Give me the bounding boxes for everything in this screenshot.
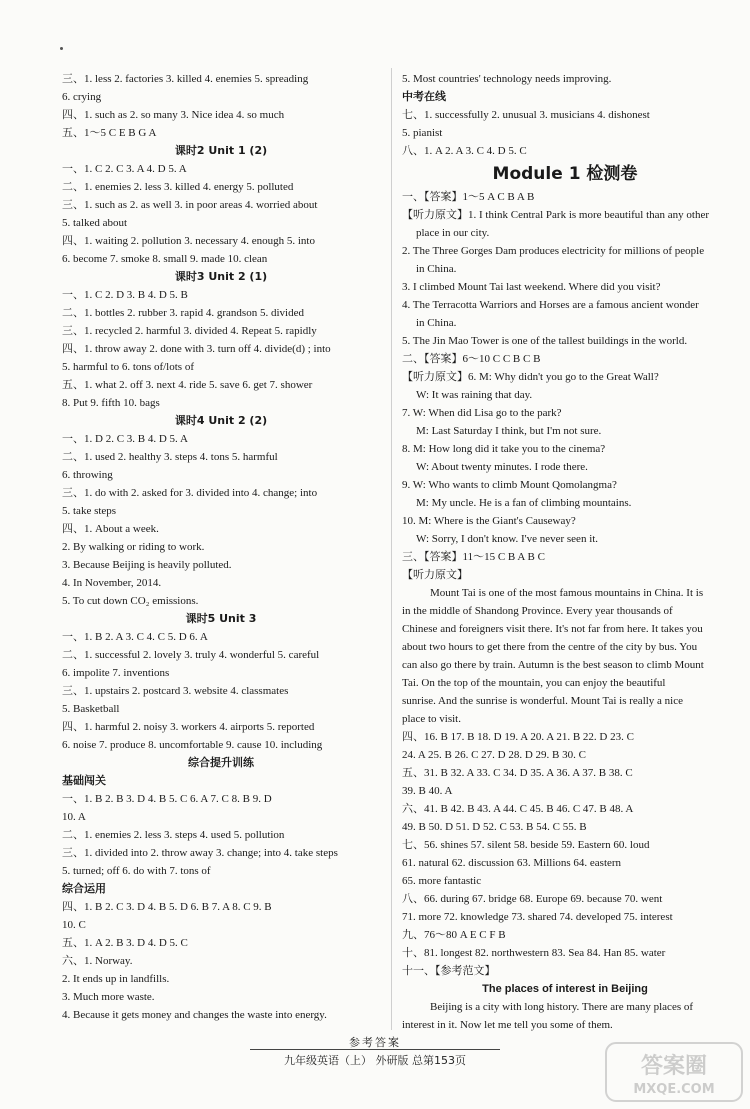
answer-line: 三、1. divided into 2. throw away 3. change; into 4. take steps <box>62 847 338 859</box>
answer-line: 3. I climbed Mount Tai last weekend. Where did you visit? <box>402 281 661 293</box>
answer-line: 四、1. About a week. <box>62 523 159 535</box>
answer-line: 9. W: Who wants to climb Mount Qomolangma? <box>402 479 617 491</box>
answer-line: sunrise. And the sunrise is wonderful. Mount Tai is really a nice <box>402 695 684 707</box>
answer-line: 6. crying <box>62 91 102 103</box>
answer-line: 五、1～5 C E B G A <box>62 127 157 139</box>
answer-line: 二、【答案】6～10 C C B C B <box>402 353 541 365</box>
answer-line: 三、【答案】11～15 C B A B C <box>402 551 545 563</box>
answer-line: 四、1. harmful 2. noisy 3. workers 4. airports 5. reported <box>62 721 315 733</box>
answer-line: 4. In November, 2014. <box>62 577 162 589</box>
answer-line: 5. talked about <box>62 217 128 229</box>
answer-line: 39. B 40. A <box>402 785 453 797</box>
answer-line: 4. The Terracotta Warriors and Horses are a famous ancient wonder <box>402 299 699 311</box>
answer-line: 四、1. waiting 2. pollution 3. necessary 4. enough 5. into <box>62 235 315 247</box>
answer-line: 8. M: How long did it take you to the cinema? <box>402 443 606 455</box>
answer-line: 二、1. enemies 2. less 3. steps 4. used 5. pollution <box>62 829 285 841</box>
answer-line: 2. It ends up in landfills. <box>62 973 170 985</box>
answer-line: 十一、【参考范文】 <box>402 965 496 977</box>
answer-line: about two hours to get there from the centre of the city by bus. You <box>402 641 698 653</box>
answer-line: W: Sorry, I don't know. I've never seen it. <box>416 533 599 545</box>
answer-line: 一、【答案】1～5 A C B A B <box>402 191 535 203</box>
answer-line: 71. more 72. knowledge 73. shared 74. developed 75. interest <box>402 911 673 923</box>
answer-line: M: Last Saturday I think, but I'm not sure. <box>416 425 602 437</box>
answer-line: 6. throwing <box>62 469 113 481</box>
answer-line: 5. pianist <box>402 127 443 139</box>
answer-line: 九、76～80 A E C F B <box>402 929 506 941</box>
answer-line: in China. <box>416 263 457 275</box>
answer-line: 一、1. C 2. C 3. A 4. D 5. A <box>62 163 187 175</box>
answer-line: in the middle of Shandong Province. Every year thousands of <box>402 605 673 617</box>
answer-line: 八、1. A 2. A 3. C 4. D 5. C <box>402 145 527 157</box>
answer-line: Mount Tai is one of the most famous mountains in China. It is <box>430 587 704 599</box>
answer-line: 三、1. do with 2. asked for 3. divided into 4. change; into <box>62 487 318 499</box>
answer-line: 四、1. throw away 2. done with 3. turn off 4. divide(d) ; into <box>62 343 331 355</box>
answer-line: 四、1. B 2. C 3. D 4. B 5. D 6. B 7. A 8. C 9. B <box>62 901 272 913</box>
answer-line: 三、1. recycled 2. harmful 3. divided 4. Repeat 5. rapidly <box>62 325 317 337</box>
answer-line: 7. W: When did Lisa go to the park? <box>402 407 562 419</box>
answer-line: 四、16. B 17. B 18. D 19. A 20. A 21. B 22. D 23. C <box>402 731 634 743</box>
answer-line: 二、1. enemies 2. less 3. killed 4. energy 5. polluted <box>62 181 294 193</box>
answer-line: 5. The Jin Mao Tower is one of the tallest buildings in the world. <box>402 335 688 347</box>
answer-line: 五、1. A 2. B 3. D 4. D 5. C <box>62 937 188 949</box>
answer-line: interest in it. Now let me tell you some of them. <box>402 1019 613 1031</box>
subsection-heading: 综合运用 <box>62 882 106 895</box>
answer-line: 5. To cut down CO₂ emissions. <box>62 595 199 607</box>
footer-page-info: 九年级英语（上） 外研版 总第153页 <box>284 1054 466 1067</box>
answer-line: 一、1. B 2. A 3. C 4. C 5. D 6. A <box>62 631 208 643</box>
answer-line: M: My uncle. He is a fan of climbing mountains. <box>416 497 632 509</box>
answer-line: 2. The Three Gorges Dam produces electricity for millions of people <box>402 245 705 257</box>
answer-line: 五、31. B 32. A 33. C 34. D 35. A 36. A 37. B 38. C <box>402 767 633 779</box>
answer-line: 三、1. less 2. factories 3. killed 4. enemies 5. spreading <box>62 73 309 85</box>
answer-line: 【听力原文】 <box>402 569 468 581</box>
answer-line: 3. Much more waste. <box>62 991 155 1003</box>
answer-line: 5. Basketball <box>62 703 120 715</box>
right-column <box>402 70 728 1034</box>
answer-line: 五、1. what 2. off 3. next 4. ride 5. save 6. get 7. shower <box>62 379 313 391</box>
answer-line: 八、66. during 67. bridge 68. Europe 69. because 70. went <box>402 893 663 905</box>
section-heading: 课时5 Unit 3 <box>185 612 257 625</box>
section-heading: 课时2 Unit 1 (2) <box>174 144 268 157</box>
answer-line: 10. C <box>62 919 86 931</box>
answer-line: 七、56. shines 57. silent 58. beside 59. Eastern 60. loud <box>402 839 650 851</box>
page-mark <box>60 47 63 50</box>
answer-line: 【听力原文】6. M: Why didn't you go to the Great Wall? <box>402 371 659 383</box>
answer-line: 七、1. successfully 2. unusual 3. musicians 4. dishonest <box>402 109 650 121</box>
answer-line: 一、1. B 2. B 3. D 4. B 5. C 6. A 7. C 8. B 9. D <box>62 793 272 805</box>
answer-line: place in our city. <box>416 227 490 239</box>
answer-line: Tai. On the top of the mountain, you can enjoy the beautiful <box>402 677 666 689</box>
answer-line: 5. harmful to 6. tons of/lots of <box>62 361 194 373</box>
answer-line: 六、1. Norway. <box>62 955 133 967</box>
answer-line: 二、1. bottles 2. rubber 3. rapid 4. grandson 5. divided <box>62 307 304 319</box>
answer-line: 三、1. such as 2. as well 3. in poor areas 4. worried about <box>62 199 318 211</box>
answer-line: 2. By walking or riding to work. <box>62 541 205 553</box>
answer-line: 3. Because Beijing is heavily polluted. <box>62 559 232 571</box>
answer-line: 十、81. longest 82. northwestern 83. Sea 84. Han 85. water <box>402 947 666 959</box>
answer-line: Chinese and foreigners visit there. It's not far from here. It takes you <box>402 623 703 635</box>
section-heading: 课时4 Unit 2 (2) <box>174 414 268 427</box>
answer-line: 10. A <box>62 811 86 823</box>
answer-line: 24. A 25. B 26. C 27. D 28. D 29. B 30. C <box>402 749 586 761</box>
answer-line: W: It was raining that day. <box>416 389 533 401</box>
watermark-text-cn: 答案圈 <box>640 1054 708 1079</box>
answer-line: 二、1. successful 2. lovely 3. truly 4. wonderful 5. careful <box>62 649 320 661</box>
subsection-heading: 基础闯关 <box>62 774 106 787</box>
answer-line: 三、1. upstairs 2. postcard 3. website 4. classmates <box>62 685 289 697</box>
answer-line: 5. Most countries' technology needs improving. <box>402 73 612 85</box>
module-title: Module 1 检测卷 <box>492 164 638 184</box>
section-heading: 综合提升训练 <box>188 756 254 769</box>
answer-line: Beijing is a city with long history. There are many places of <box>430 1001 694 1013</box>
answer-line: 5. turned; off 6. do with 7. tons of <box>62 865 211 877</box>
watermark-logo <box>604 1041 744 1103</box>
answer-line: 49. B 50. D 51. D 52. C 53. B 54. C 55. B <box>402 821 587 833</box>
footer-rule <box>250 1049 500 1050</box>
answer-line: 6. become 7. smoke 8. small 9. made 10. clean <box>62 253 268 265</box>
answer-line: 61. natural 62. discussion 63. Millions 64. eastern <box>402 857 622 869</box>
answer-line: 二、1. used 2. healthy 3. steps 4. tons 5. harmful <box>62 451 278 463</box>
answer-line: 四、1. such as 2. so many 3. Nice idea 4. so much <box>62 109 285 121</box>
answer-line: 一、1. C 2. D 3. B 4. D 5. B <box>62 289 188 301</box>
answer-line: 6. noise 7. produce 8. uncomfortable 9. cause 10. including <box>62 739 323 751</box>
answer-line: 一、1. D 2. C 3. B 4. D 5. A <box>62 433 188 445</box>
answer-line: place to visit. <box>402 713 461 725</box>
column-divider <box>391 68 392 1030</box>
answer-line: in China. <box>416 317 457 329</box>
footer-title: 参考答案 <box>349 1036 401 1049</box>
left-column <box>62 70 380 1024</box>
answer-line: 10. M: Where is the Giant's Causeway? <box>402 515 576 527</box>
answer-line: 5. take steps <box>62 505 117 517</box>
answer-line: 4. Because it gets money and changes the waste into energy. <box>62 1009 327 1021</box>
answer-line: 六、41. B 42. B 43. A 44. C 45. B 46. C 47. B 48. A <box>402 803 634 815</box>
answer-line: 6. impolite 7. inventions <box>62 667 170 679</box>
answer-line: 8. Put 9. fifth 10. bags <box>62 397 160 409</box>
answer-line: 65. more fantastic <box>402 875 482 887</box>
answer-line: 【听力原文】1. I think Central Park is more beautiful than any other <box>402 209 710 221</box>
essay-title: The places of interest in Beijing <box>482 983 648 995</box>
section-heading: 课时3 Unit 2 (1) <box>174 270 268 283</box>
watermark-text-url: MXQE.COM <box>633 1082 715 1097</box>
subsection-heading: 中考在线 <box>402 90 446 103</box>
answer-line: W: About twenty minutes. I rode there. <box>416 461 588 473</box>
answer-line: can also go there by train. Autumn is the best season to climb Mount <box>402 659 704 671</box>
